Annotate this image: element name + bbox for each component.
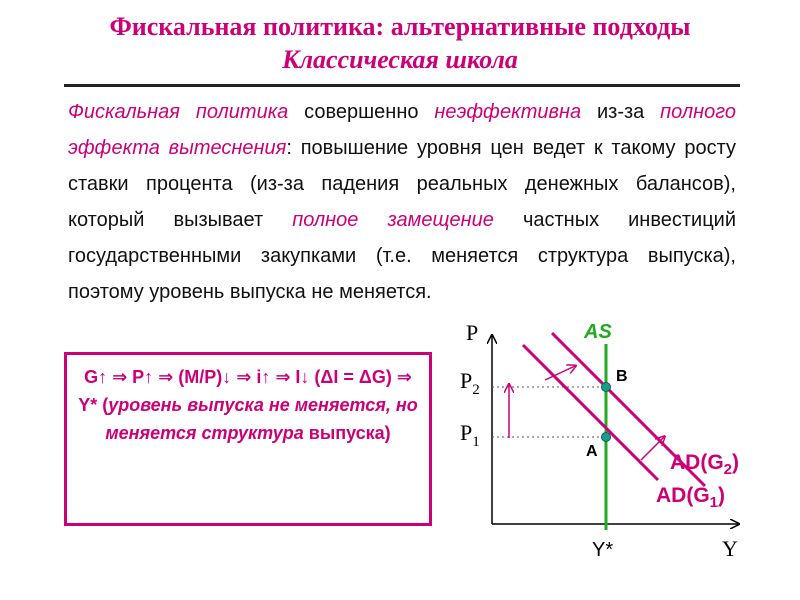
text-segment-1: совершенно <box>288 101 435 123</box>
point-b-label: B <box>616 368 628 385</box>
term-fiscal-policy: Фискальная политика <box>68 101 289 123</box>
point-a-label: A <box>586 443 598 460</box>
shift-arrow-bottom <box>641 437 664 460</box>
term-ineffective: неэффективна <box>434 101 582 123</box>
text-segment-4: частных инвестиций государственными закупками (т.е. меняется структура выпуска), поэтому уровень выпуска не меняется. <box>68 209 736 303</box>
ad-g2-label: $AD(G_2)$ <box>670 451 740 478</box>
text-segment-2: из-за <box>581 101 661 123</box>
ystar-label: Y* <box>592 539 614 561</box>
point-b <box>602 383 611 392</box>
text-segment-3: : повышение уровня цен ведет к такому росту ставки процента (из-за падения реальных денежных балансов), который вызывает <box>68 137 737 231</box>
point-a <box>602 433 611 442</box>
axis-x-label: Y <box>722 536 738 561</box>
term-full-replacement: полное замещение <box>292 209 494 231</box>
chain-note: уровень выпуска не меняется, но меняется структура <box>105 395 418 443</box>
axis-y-label: P <box>466 320 479 345</box>
title-line1: Фискальная политика: альтернативные подходы <box>109 12 691 41</box>
p1-label: $P_1$ <box>460 420 480 450</box>
title-line2: Классическая школа <box>282 45 518 74</box>
as-label: AS <box>584 321 612 343</box>
p2-label: $P_2$ <box>460 368 480 398</box>
term-crowding-out: полного эффекта вытеснения <box>68 101 736 159</box>
chain-formula: G↑ ⇒ P↑ ⇒ (M/P)↓ ⇒ i↑ ⇒ I↓ (ΔI = ΔG) ⇒ Y* ( <box>78 367 412 415</box>
chain-end: выпуска) <box>303 423 391 443</box>
ad-g1-label: $AD(G_1)$ <box>656 484 726 511</box>
